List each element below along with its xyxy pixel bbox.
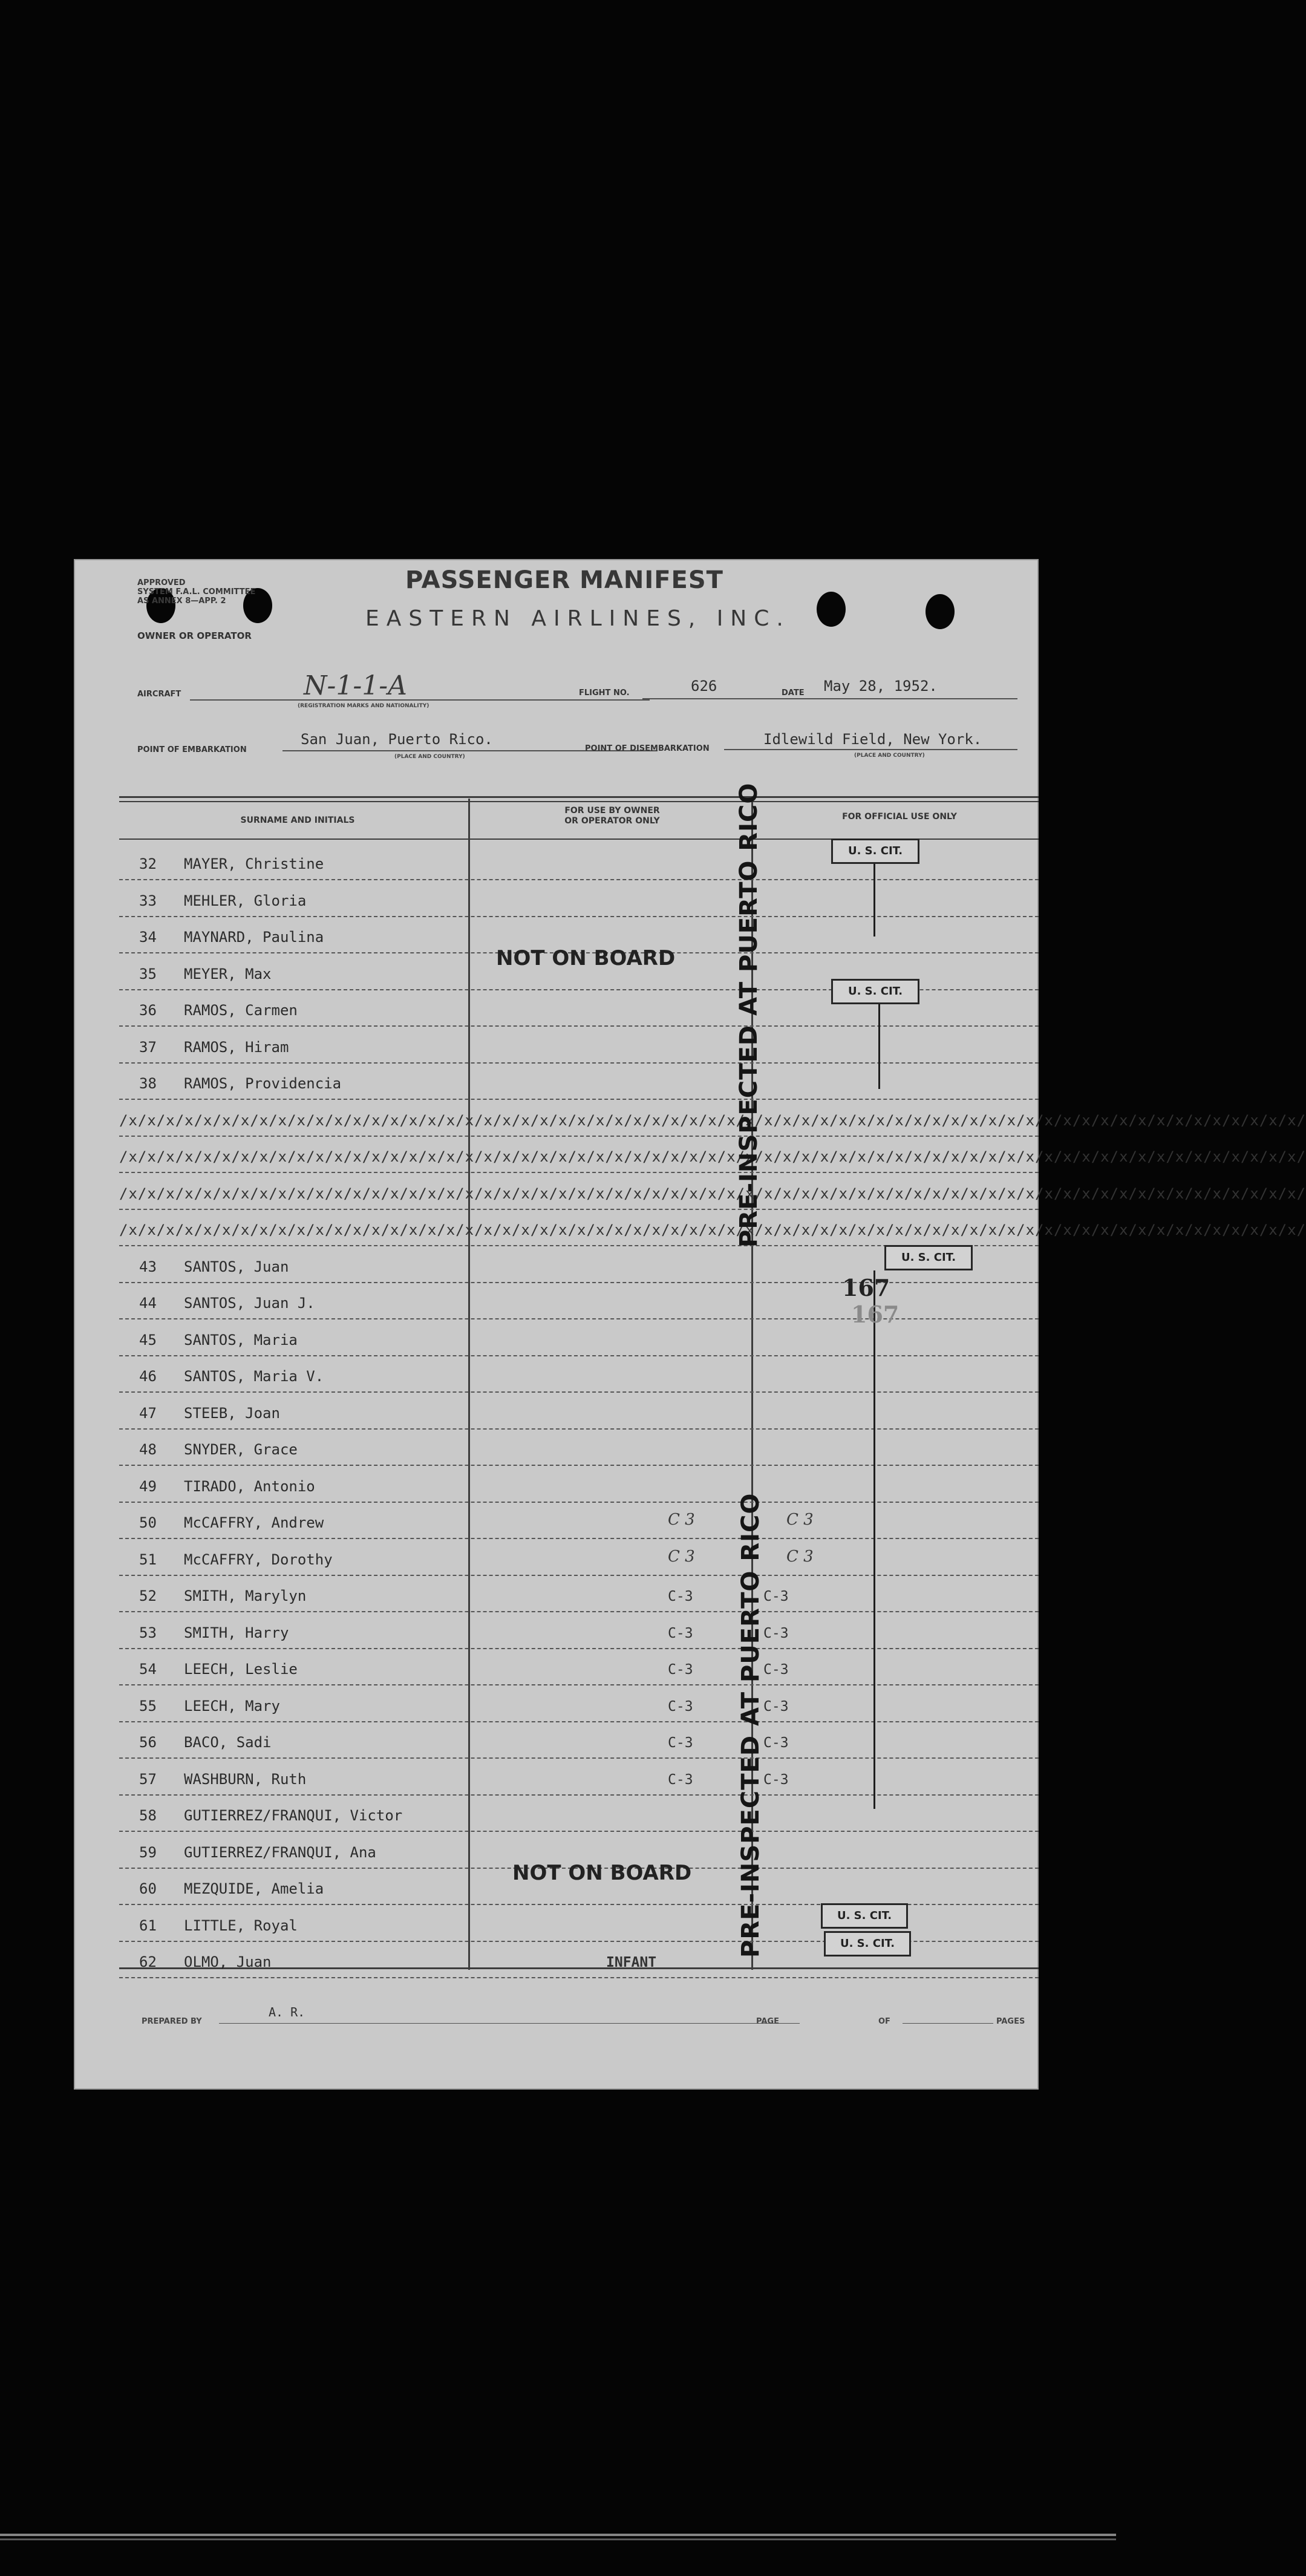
passenger-name: RAMOS, Carmen bbox=[184, 1002, 298, 1019]
owner-code: C-3 bbox=[668, 1662, 693, 1678]
passenger-row bbox=[74, 1393, 1039, 1430]
us-cit-stamp: U. S. CIT. bbox=[884, 1245, 973, 1270]
passenger-row bbox=[74, 1685, 1039, 1722]
of-label: OF bbox=[878, 2017, 890, 2026]
passenger-row bbox=[74, 1539, 1039, 1576]
embark-value: San Juan, Puerto Rico. bbox=[301, 731, 493, 748]
passenger-name: SANTOS, Juan bbox=[184, 1258, 289, 1275]
embark-sub: (PLACE AND COUNTRY) bbox=[394, 754, 465, 760]
passenger-number: 32 bbox=[139, 855, 157, 872]
passenger-row bbox=[74, 1136, 1306, 1173]
passenger-name: MEZQUIDE, Amelia bbox=[184, 1880, 324, 1897]
bracket-line bbox=[873, 1270, 875, 1809]
passenger-row bbox=[74, 1575, 1039, 1612]
passenger-name: TIRADO, Antonio bbox=[184, 1477, 315, 1495]
passenger-name: SMITH, Harry bbox=[184, 1624, 289, 1641]
prepared-by-value: A. R. bbox=[269, 2005, 305, 2019]
official-code: C-3 bbox=[763, 1662, 789, 1678]
passenger-name: WASHBURN, Ruth bbox=[184, 1770, 307, 1788]
passenger-number: 54 bbox=[139, 1661, 157, 1678]
passenger-name: LEECH, Leslie bbox=[184, 1661, 298, 1678]
passenger-name: BACO, Sadi bbox=[184, 1734, 272, 1751]
approval-note: APPROVED SYSTEM F.A.L. COMMITTEE AS ANNEX 8—APP. 2 bbox=[137, 578, 256, 606]
owner-column-header: FOR USE BY OWNER OR OPERATOR ONLY bbox=[564, 806, 660, 826]
disembark-value: Idlewild Field, New York. bbox=[763, 731, 982, 748]
passenger-number: 55 bbox=[139, 1697, 157, 1715]
prepared-by-line bbox=[219, 2023, 800, 2024]
aircraft-value: N-1-1-A bbox=[304, 670, 407, 701]
owner-code: C-3 bbox=[668, 1589, 693, 1604]
passenger-number: 58 bbox=[139, 1807, 157, 1824]
preinspected-stamp: PRE-INSPECTED AT PUERTO RICO bbox=[735, 782, 763, 1247]
passenger-number: 53 bbox=[139, 1624, 157, 1641]
disembark-sub: (PLACE AND COUNTRY) bbox=[854, 753, 925, 759]
table-top-rule-2 bbox=[119, 801, 1039, 802]
passenger-name: OLMO, Juan bbox=[184, 1953, 272, 1970]
passenger-name: MAYNARD, Paulina bbox=[184, 929, 324, 946]
passenger-number: 50 bbox=[139, 1514, 157, 1531]
struck-out-entry: /x/x/x/x/x/x/x/x/x/x/x/x/x/x/x/x/x/x/x/x/x/x/x/x/x/x/x/x/x/x/x/x/x/x/x/x/x/x/x/x/x/x/x/x/x/x/x/x/x/x/x/x/x/x/x/x/x/x/x/x/x/x/x/ bbox=[119, 1221, 1306, 1238]
pages-label: PAGES bbox=[996, 2017, 1025, 2026]
page-of-line bbox=[903, 2023, 993, 2024]
passenger-number: 34 bbox=[139, 929, 157, 946]
passenger-number: 44 bbox=[139, 1295, 157, 1312]
official-code: C 3 bbox=[786, 1511, 814, 1529]
passenger-number: 59 bbox=[139, 1843, 157, 1861]
official-code: C-3 bbox=[763, 1625, 789, 1641]
passenger-name: MEYER, Max bbox=[184, 965, 272, 982]
passenger-row bbox=[74, 1429, 1039, 1466]
passenger-number: 47 bbox=[139, 1404, 157, 1422]
flight-value: 626 bbox=[691, 678, 717, 695]
manifest-sheet bbox=[74, 559, 1306, 2090]
owner-code: C-3 bbox=[668, 1771, 693, 1788]
punch-hole bbox=[926, 594, 955, 629]
date-value: May 28, 1952. bbox=[824, 678, 938, 695]
owner-code: C 3 bbox=[668, 1511, 695, 1529]
passenger-number: 51 bbox=[139, 1551, 157, 1568]
bracket-line bbox=[873, 864, 875, 937]
passenger-row bbox=[74, 1356, 1039, 1393]
passenger-row bbox=[74, 1502, 1039, 1539]
passenger-row bbox=[74, 1027, 1039, 1064]
passenger-row bbox=[74, 1612, 1039, 1649]
passenger-row bbox=[74, 1209, 1306, 1246]
aircraft-underline bbox=[190, 699, 650, 701]
us-cit-stamp: U. S. CIT. bbox=[821, 1903, 908, 1929]
passenger-number: 38 bbox=[139, 1075, 157, 1092]
passenger-name: SANTOS, Juan J. bbox=[184, 1295, 315, 1312]
struck-out-entry: /x/x/x/x/x/x/x/x/x/x/x/x/x/x/x/x/x/x/x/x/x/x/x/x/x/x/x/x/x/x/x/x/x/x/x/x/x/x/x/x/x/x/x/x/x/x/x/x/x/x/x/x/x/x/x/x/x/x/x/x/x/x/x/ bbox=[119, 1148, 1306, 1165]
struck-out-entry: /x/x/x/x/x/x/x/x/x/x/x/x/x/x/x/x/x/x/x/x/x/x/x/x/x/x/x/x/x/x/x/x/x/x/x/x/x/x/x/x/x/x/x/x/x/x/x/x/x/x/x/x/x/x/x/x/x/x/x/x/x/x/x/ bbox=[119, 1111, 1306, 1129]
passenger-name: McCAFFRY, Andrew bbox=[184, 1514, 324, 1531]
passenger-number: 35 bbox=[139, 965, 157, 982]
passenger-row bbox=[74, 1173, 1306, 1210]
passenger-name: SMITH, Marylyn bbox=[184, 1587, 307, 1604]
official-code: C 3 bbox=[786, 1547, 814, 1566]
not-on-board-stamp: NOT ON BOARD bbox=[496, 946, 676, 970]
not-on-board-stamp: NOT ON BOARD bbox=[512, 1861, 692, 1885]
passenger-number: 52 bbox=[139, 1587, 157, 1604]
owner-code: C 3 bbox=[668, 1547, 695, 1566]
passenger-number: 48 bbox=[139, 1441, 157, 1458]
passenger-number: 56 bbox=[139, 1734, 157, 1751]
passenger-row bbox=[74, 1063, 1039, 1100]
passenger-number: 57 bbox=[139, 1770, 157, 1788]
passenger-name: STEEB, Joan bbox=[184, 1404, 280, 1422]
prepared-by-label: PREPARED BY bbox=[142, 2017, 202, 2026]
passenger-row bbox=[74, 1722, 1039, 1759]
passenger-number: 36 bbox=[139, 1002, 157, 1019]
disembark-label: POINT OF DISEMBARKATION bbox=[585, 744, 710, 753]
passenger-name: MEHLER, Gloria bbox=[184, 892, 307, 909]
disembark-underline bbox=[724, 749, 1017, 750]
passenger-number: 33 bbox=[139, 892, 157, 909]
flight-label: FLIGHT NO. bbox=[579, 688, 630, 698]
official-code: C-3 bbox=[763, 1589, 789, 1604]
flight-date-underline bbox=[642, 698, 1017, 699]
page-title: PASSENGER MANIFEST bbox=[405, 566, 723, 594]
passenger-row bbox=[74, 1466, 1039, 1503]
passenger-name: SNYDER, Grace bbox=[184, 1441, 298, 1458]
passenger-number: 49 bbox=[139, 1477, 157, 1495]
passenger-row bbox=[74, 1795, 1039, 1832]
punch-hole bbox=[817, 592, 846, 627]
passenger-number: 60 bbox=[139, 1880, 157, 1897]
passenger-name: McCAFFRY, Dorothy bbox=[184, 1551, 333, 1568]
owner-label: OWNER OR OPERATOR bbox=[137, 630, 252, 641]
company-name: EASTERN AIRLINES, INC. bbox=[365, 606, 791, 631]
row-line bbox=[119, 1977, 1039, 1978]
passenger-name: SANTOS, Maria V. bbox=[184, 1368, 324, 1385]
owner-code: C-3 bbox=[668, 1698, 693, 1715]
surname-column-header: SURNAME AND INITIALS bbox=[240, 816, 355, 825]
passenger-name: RAMOS, Hiram bbox=[184, 1038, 289, 1056]
passenger-name: GUTIERREZ/FRANQUI, Ana bbox=[184, 1843, 376, 1861]
passenger-name: GUTIERREZ/FRANQUI, Victor bbox=[184, 1807, 403, 1824]
passenger-number: 43 bbox=[139, 1258, 157, 1275]
official-code: C-3 bbox=[763, 1735, 789, 1751]
aircraft-label: AIRCRAFT bbox=[137, 690, 181, 699]
owner-code: C-3 bbox=[668, 1735, 693, 1751]
passenger-name: LEECH, Mary bbox=[184, 1697, 280, 1715]
official-code: C-3 bbox=[763, 1698, 789, 1715]
us-cit-stamp: U. S. CIT. bbox=[824, 1931, 911, 1957]
passenger-count: 167 bbox=[842, 1274, 890, 1301]
bracket-line bbox=[878, 1004, 880, 1089]
passenger-count: 167 bbox=[851, 1301, 900, 1328]
us-cit-stamp: U. S. CIT. bbox=[831, 839, 919, 864]
aircraft-sub: (REGISTRATION MARKS AND NATIONALITY) bbox=[298, 703, 429, 709]
film-edge-bottom bbox=[0, 2538, 1116, 2540]
struck-out-entry: /x/x/x/x/x/x/x/x/x/x/x/x/x/x/x/x/x/x/x/x/x/x/x/x/x/x/x/x/x/x/x/x/x/x/x/x/x/x/x/x/x/x/x/x/x/x/x/x/x/x/x/x/x/x/x/x/x/x/x/x/x/x/x/ bbox=[119, 1185, 1306, 1202]
film-edge-top bbox=[0, 2534, 1116, 2536]
passenger-number: 61 bbox=[139, 1917, 157, 1934]
passenger-number: 46 bbox=[139, 1368, 157, 1385]
table-top-rule bbox=[119, 796, 1039, 798]
date-label: DATE bbox=[782, 688, 805, 698]
passenger-row bbox=[74, 880, 1039, 917]
embark-label: POINT OF EMBARKATION bbox=[137, 745, 247, 754]
preinspected-stamp: PRE-INSPECTED AT PUERTO RICO bbox=[737, 1492, 765, 1958]
passenger-name: MAYER, Christine bbox=[184, 855, 324, 872]
owner-code: INFANT bbox=[606, 1955, 657, 1970]
passenger-name: RAMOS, Providencia bbox=[184, 1075, 342, 1092]
passenger-row bbox=[74, 1649, 1039, 1685]
passenger-name: LITTLE, Royal bbox=[184, 1917, 298, 1934]
passenger-number: 62 bbox=[139, 1953, 157, 1970]
passenger-number: 37 bbox=[139, 1038, 157, 1056]
passenger-row bbox=[74, 1759, 1039, 1796]
official-column-header: FOR OFFICIAL USE ONLY bbox=[842, 812, 957, 822]
passenger-name: SANTOS, Maria bbox=[184, 1331, 298, 1348]
page-label: PAGE bbox=[756, 2017, 779, 2026]
passenger-number: 45 bbox=[139, 1331, 157, 1348]
us-cit-stamp: U. S. CIT. bbox=[831, 979, 919, 1004]
official-code: C-3 bbox=[763, 1771, 789, 1788]
passenger-row bbox=[74, 1100, 1306, 1137]
owner-code: C-3 bbox=[668, 1625, 693, 1641]
